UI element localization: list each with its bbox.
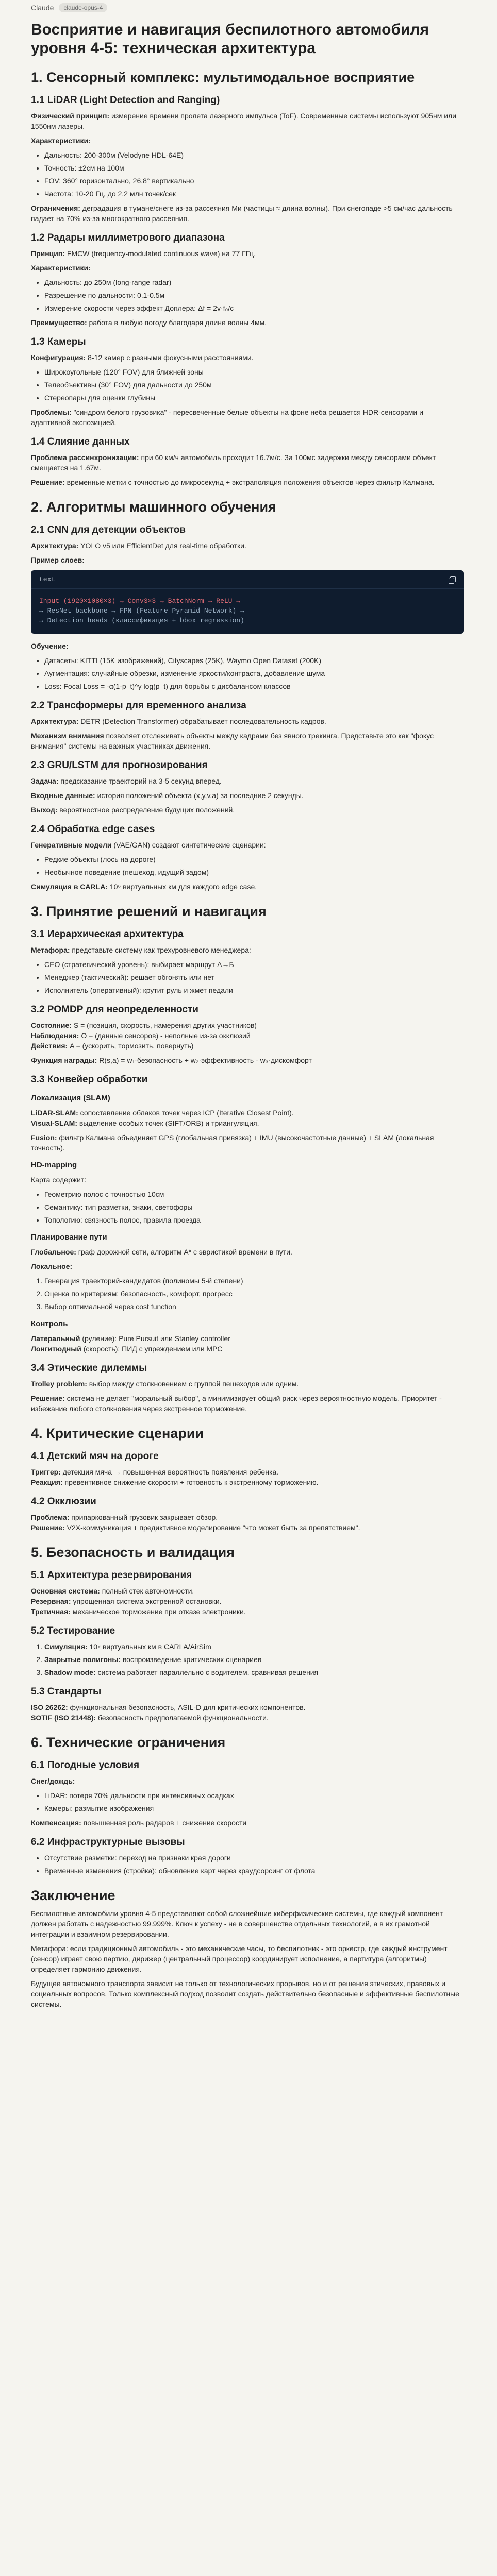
paragraph: Пример слоев: xyxy=(31,556,85,564)
paragraph: Visual-SLAM: выделение особых точек (SIFT/ORB) и триангуляция. xyxy=(31,1119,259,1127)
list-item: • CEO (стратегический уровень): выбирает маршрут А→Б xyxy=(44,959,464,970)
bullet-list xyxy=(31,277,464,313)
paragraph: Метафора: если традиционный автомобиль - это механические часы, то беспилотник - это оркестр, где каждый инструмент (сенсор) играет свою партию, дирижер (центральный процессор) координирует исполнение, а партитура (алгоритмы) определяет гармонию движения. xyxy=(31,1944,448,1973)
bullet-list xyxy=(31,1189,464,1225)
subsection-heading: 2.3 GRU/LSTM для прогнозирования xyxy=(31,760,208,771)
paragraph: Будущее автономного транспорта зависит не только от технологических прорывов, но и от решения этических, правовых и социальных вопросов. Только комплексный подход позволит создать действительно безопасные и эффективные беспилотные системы. xyxy=(31,1979,459,2008)
subsection-heading: 2.1 CNN для детекции объектов xyxy=(31,524,186,535)
section-heading: 5. Безопасность и валидация xyxy=(31,1545,235,1560)
section-heading: 1. Сенсорный комплекс: мультимодальное восприятие xyxy=(31,70,415,85)
paragraph: LiDAR-SLAM: сопоставление облаков точек через ICP (Iterative Closest Point). xyxy=(31,1109,294,1117)
paragraph: Механизм внимания позволяет отслеживать объекты между кадрами без явного трекинга. Представьте это как "фокус внимания" системы на важных участниках движения. xyxy=(31,732,434,750)
subsection-heading: 4.2 Окклюзии xyxy=(31,1496,96,1507)
code-header xyxy=(31,570,464,589)
code-content xyxy=(31,589,464,634)
paragraph: Резервная: упрощенная система экстренной остановки. xyxy=(31,1597,222,1605)
list-item: • Измерение скорости через эффект Доплера: Δf = 2v·f₀/c xyxy=(44,303,464,313)
list-item: • Менеджер (тактический): решает обгонять или нет xyxy=(44,972,464,982)
list-item: • LiDAR: потеря 70% дальности при интенсивных осадках xyxy=(44,1790,464,1801)
paragraph: Основная система: полный стек автономности. xyxy=(31,1587,194,1595)
list-item: 2. Закрытые полигоны: воспроизведение критических сценариев xyxy=(44,1654,464,1665)
paragraph: Симуляция в CARLA: 10⁶ виртуальных км для каждого edge case. xyxy=(31,883,257,891)
list-item: 3. Выбор оптимальной через cost function xyxy=(44,1301,464,1312)
paragraph: Архитектура: YOLO v5 или EfficientDet для real-time обработки. xyxy=(31,541,246,550)
numbered-list xyxy=(31,1641,464,1677)
list-item: 1. Симуляция: 10⁹ виртуальных км в CARLA/AirSim xyxy=(44,1641,464,1652)
paragraph: Принцип: FMCW (frequency-modulated continuous wave) на 77 ГГц. xyxy=(31,249,256,258)
section-heading: 6. Технические ограничения xyxy=(31,1735,226,1750)
subsection-heading: 1.2 Радары миллиметрового диапазона xyxy=(31,232,225,243)
subsection-heading: 2.2 Трансформеры для временного анализа xyxy=(31,700,246,711)
numbered-list xyxy=(31,1276,464,1312)
top-bar xyxy=(0,0,497,15)
list-item: • Частота: 10-20 Гц, до 2.2 млн точек/сек xyxy=(44,189,464,199)
bullet-list xyxy=(31,1790,464,1814)
copy-icon[interactable] xyxy=(449,576,456,583)
paragraph: Беспилотные автомобили уровня 4-5 представляют собой сложнейшие киберфизические системы, где каждый компонент должен работать с надежностью 99.999%. Ключ к успеху - не в совершенстве отдельных технологий, а в их грамотной интеграции и взаимном резервировании. xyxy=(31,1909,443,1938)
paragraph: Характеристики: xyxy=(31,264,91,272)
list-item: • Дальность: 200-300м (Velodyne HDL-64E) xyxy=(44,150,464,160)
subsection-heading: 4.1 Детский мяч на дороге xyxy=(31,1451,159,1462)
subsection-heading: 3.4 Этические дилеммы xyxy=(31,1363,147,1374)
subsection-heading: 2.4 Обработка edge cases xyxy=(31,824,155,835)
list-item: 2. Оценка по критериям: безопасность, комфорт, прогресс xyxy=(44,1289,464,1299)
list-item: • Геометрию полос с точностью 10см xyxy=(44,1189,464,1199)
paragraph: ISO 26262: функциональная безопасность, ASIL-D для критических компонентов. xyxy=(31,1703,306,1711)
list-item: • Стереопары для оценки глубины xyxy=(44,393,464,403)
subsection-heading: 3.3 Конвейер обработки xyxy=(31,1074,148,1085)
bullet-list xyxy=(31,150,464,199)
section-heading: 4. Критические сценарии xyxy=(31,1426,204,1441)
bullet-list xyxy=(31,367,464,403)
code-line: → Detection heads (классификация + bbox regression) xyxy=(39,617,244,624)
paragraph: Компенсация: повышенная роль радаров + снижение скорости xyxy=(31,1819,247,1827)
list-item: • Аугментация: случайные обрезки, изменение яркости/контраста, добавление шума xyxy=(44,668,464,679)
paragraph: Конфигурация: 8-12 камер с разными фокусными расстояниями. xyxy=(31,353,254,362)
code-line: → ResNet backbone → FPN (Feature Pyramid Network) → xyxy=(39,607,244,615)
subsection-heading: 5.3 Стандарты xyxy=(31,1686,102,1697)
paragraph: Обучение: xyxy=(31,642,69,650)
subsection-heading: 5.2 Тестирование xyxy=(31,1625,115,1636)
list-item: • Камеры: размытие изображения xyxy=(44,1803,464,1814)
paragraph: Снег/дождь: xyxy=(31,1777,75,1785)
paragraph: Карта содержит: xyxy=(31,1176,87,1184)
subsection-heading: 5.1 Архитектура резервирования xyxy=(31,1570,192,1581)
list-item: • FOV: 360° горизонтально, 26.8° вертикально xyxy=(44,176,464,186)
paragraph: Локальное: xyxy=(31,1262,73,1270)
section-heading: 2. Алгоритмы машинного обучения xyxy=(31,499,276,515)
paragraph: Решение: V2X-коммуникация + предиктивное моделирование "что может быть за препятствием". xyxy=(31,1523,360,1532)
paragraph: Глобальное: граф дорожной сети, алгоритм A* с эвристикой времени в пути. xyxy=(31,1248,292,1256)
list-item: • Временные изменения (стройка): обновление карт через краудсорсинг от флота xyxy=(44,1866,464,1876)
page-title: Восприятие и навигация беспилотного автомобиля уровня 4-5: техническая архитектура xyxy=(31,21,429,57)
paragraph: Проблема: припаркованный грузовик закрывает обзор. xyxy=(31,1513,218,1521)
paragraph: Состояние: S = (позиция, скорость, намерения других участников) xyxy=(31,1021,257,1029)
minor-heading: Локализация (SLAM) xyxy=(31,1094,110,1103)
paragraph: Trolley problem: выбор между столкновением с группой пешеходов или одним. xyxy=(31,1380,299,1388)
list-item: • Разрешение по дальности: 0.1-0.5м xyxy=(44,290,464,300)
paragraph: Характеристики: xyxy=(31,137,91,145)
bullet-list xyxy=(31,1853,464,1876)
paragraph: SOTIF (ISO 21448): безопасность предполагаемой функциональности. xyxy=(31,1714,269,1722)
paragraph: Физический принцип: измерение времени пролета лазерного импульса (ToF). Современные системы используют 905нм или 1550нм лазеры. xyxy=(31,112,457,130)
list-item: • Необычное поведение (пешеход, идущий задом) xyxy=(44,867,464,877)
bullet-list xyxy=(31,854,464,877)
subsection-heading: 6.1 Погодные условия xyxy=(31,1760,140,1771)
section-heading: Заключение xyxy=(31,1888,115,1903)
bullet-list xyxy=(31,959,464,995)
paragraph: Входные данные: история положений объекта (x,y,v,a) за последние 2 секунды. xyxy=(31,791,304,800)
list-item: • Точность: ±2см на 100м xyxy=(44,163,464,173)
paragraph: Латеральный (руление): Pure Pursuit или Stanley controller xyxy=(31,1334,230,1343)
subsection-heading: 1.3 Камеры xyxy=(31,336,86,347)
list-item: • Телеобъективы (30° FOV) для дальности до 250м xyxy=(44,380,464,390)
list-item: • Топологию: связность полос, правила проезда xyxy=(44,1215,464,1225)
list-item: 3. Shadow mode: система работает параллельно с водителем, сравнивая решения xyxy=(44,1667,464,1677)
paragraph: Архитектура: DETR (Detection Transformer) обрабатывает последовательность кадров. xyxy=(31,717,326,725)
paragraph: Реакция: превентивное снижение скорости + готовность к экстренному торможению. xyxy=(31,1478,319,1486)
code-line: Input (1920×1080×3) → Conv3×3 → BatchNorm → ReLU → xyxy=(39,597,241,605)
subsection-heading: 6.2 Инфраструктурные вызовы xyxy=(31,1837,185,1848)
list-item: • Исполнитель (оперативный): крутит руль и жмет педали xyxy=(44,985,464,995)
app-name: Claude xyxy=(31,4,54,12)
model-badge[interactable]: claude-opus-4 xyxy=(59,3,107,12)
message-content xyxy=(31,15,464,2013)
subsection-heading: 3.2 POMDP для неопределенности xyxy=(31,1004,198,1015)
paragraph: Проблемы: "синдром белого грузовика" - пересвеченные белые объекты на фоне неба решается HDR-сенсорами и адаптивной экспозицией. xyxy=(31,408,423,427)
list-item: • Широкоугольные (120° FOV) для ближней зоны xyxy=(44,367,464,377)
minor-heading: HD-mapping xyxy=(31,1161,77,1170)
subsection-heading: 3.1 Иерархическая архитектура xyxy=(31,929,184,940)
bullet-list xyxy=(31,655,464,691)
paragraph: Действия: A = (ускорить, тормозить, повернуть) xyxy=(31,1042,194,1050)
list-item: • Семантику: тип разметки, знаки, светофоры xyxy=(44,1202,464,1212)
paragraph: Решение: временные метки с точностью до микросекунд + экстраполяция положения объектов через фильтр Калмана. xyxy=(31,478,435,486)
paragraph: Fusion: фильтр Калмана объединяет GPS (глобальная привязка) + IMU (высокочастотные данные) + SLAM (локальная точность). xyxy=(31,1133,434,1152)
minor-heading: Планирование пути xyxy=(31,1233,107,1242)
list-item: • Отсутствие разметки: переход на признаки края дороги xyxy=(44,1853,464,1863)
minor-heading: Контроль xyxy=(31,1319,68,1328)
paragraph: Выход: вероятностное распределение будущих положений. xyxy=(31,806,235,814)
paragraph: Ограничения: деградация в тумане/снеге из-за рассеяния Ми (частицы ≈ длина волны). При снегопаде >5 см/час дальность падает на 70% из-за многократного рассеяния. xyxy=(31,204,453,223)
paragraph: Решение: система не делает "моральный выбор", а минимизирует общий риск через вероятностную модель. Приоритет - избежание любого столкновения через экстренное торможение. xyxy=(31,1394,442,1413)
subsection-heading: 1.4 Слияние данных xyxy=(31,436,130,447)
paragraph: Преимущество: работа в любую погоду благодаря длине волны 4мм. xyxy=(31,318,267,327)
paragraph: Триггер: детекция мяча → повышенная вероятность появления ребенка. xyxy=(31,1468,279,1476)
paragraph: Лонгитюдный (скорость): ПИД с упреждением или MPC xyxy=(31,1345,223,1353)
paragraph: Задача: предсказание траекторий на 3-5 секунд вперед. xyxy=(31,777,222,785)
section-heading: 3. Принятие решений и навигация xyxy=(31,904,267,919)
paragraph: Третичная: механическое торможение при отказе электроники. xyxy=(31,1607,246,1616)
paragraph: Проблема рассинхронизации: при 60 км/ч автомобиль проходит 16.7м/с. За 100мс задержки между сенсорами объект смещается на 1.67м. xyxy=(31,453,436,472)
list-item: • Редкие объекты (лось на дороге) xyxy=(44,854,464,865)
list-item: • Loss: Focal Loss = -α(1-p_t)^γ log(p_t) для борьбы с дисбалансом классов xyxy=(44,681,464,691)
paragraph: Функция награды: R(s,a) = w₁·безопасность + w₂·эффективность - w₃·дискомфорт xyxy=(31,1056,312,1064)
code-block xyxy=(31,570,464,634)
list-item: 1. Генерация траекторий-кандидатов (полиномы 5-й степени) xyxy=(44,1276,464,1286)
subsection-heading: 1.1 LiDAR (Light Detection and Ranging) xyxy=(31,95,220,106)
paragraph: Генеративные модели (VAE/GAN) создают синтетические сценарии: xyxy=(31,841,266,849)
code-language: text xyxy=(39,575,56,583)
paragraph: Наблюдения: O = (данные сенсоров) - неполные из-за окклюзий xyxy=(31,1031,251,1040)
paragraph: Метафора: представьте систему как трехуровневого менеджера: xyxy=(31,946,251,954)
list-item: • Датасеты: KITTI (15K изображений), Cityscapes (25K), Waymo Open Dataset (200K) xyxy=(44,655,464,666)
list-item: • Дальность: до 250м (long-range radar) xyxy=(44,277,464,287)
